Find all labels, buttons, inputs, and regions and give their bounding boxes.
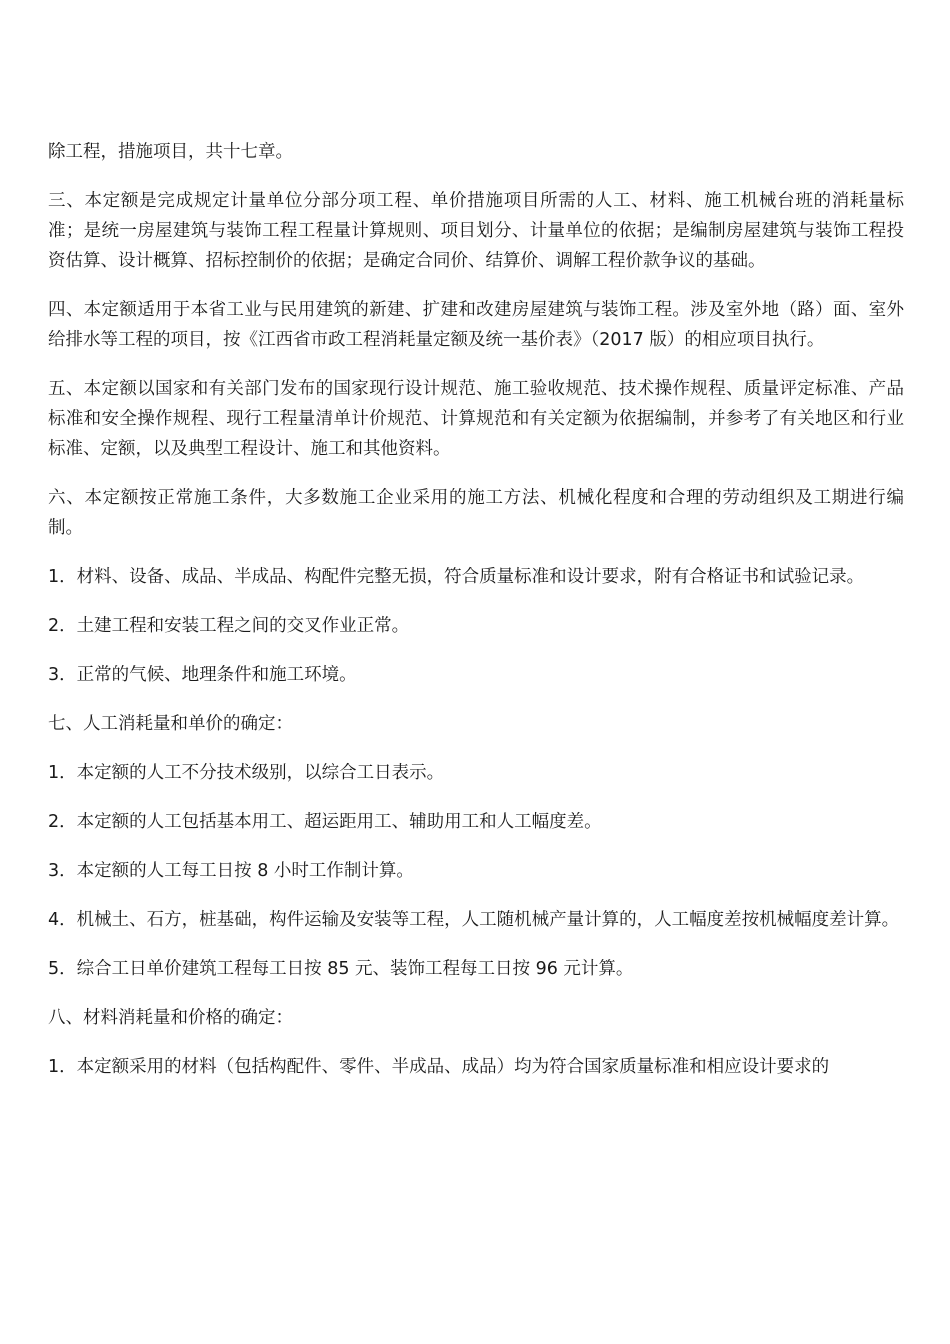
list-item-6-3: 3．正常的气候、地理条件和施工环境。	[48, 665, 357, 685]
list-item-6-1: 1．材料、设备、成品、半成品、构配件完整无损，符合质量标准和设计要求，附有合格证书和试验记录。	[48, 567, 865, 587]
list-item-7-5: 5．综合工日单价建筑工程每工日按 85 元、装饰工程每工日按 96 元计算。	[48, 959, 634, 979]
paragraph-section-3: 三、本定额是完成规定计量单位分部分项工程、单价措施项目所需的人工、材料、施工机械台班的消耗量标准；是统一房屋建筑与装饰工程工程量计算规则、项目划分、计量单位的依据；是编制房屋建筑与装饰工程投资估算、设计概算、招标控制价的依据；是确定合同价、结算价、调解工程价款争议的基础。	[48, 191, 904, 271]
paragraph-section-8: 八、材料消耗量和价格的确定：	[48, 1008, 293, 1028]
paragraph-section-4: 四、本定额适用于本省工业与民用建筑的新建、扩建和改建房屋建筑与装饰工程。涉及室外地（路）面、室外给排水等工程的项目，按《江西省市政工程消耗量定额及统一基价表》（2017 版）的相应项目执行。	[48, 300, 904, 350]
document-body	[48, 137, 904, 1101]
paragraph-section-7: 七、人工消耗量和单价的确定：	[48, 714, 293, 734]
list-item-8-1: 1．本定额采用的材料（包括构配件、零件、半成品、成品）均为符合国家质量标准和相应设计要求的	[48, 1057, 830, 1077]
paragraph-chapter-count: 除工程，措施项目，共十七章。	[48, 142, 293, 162]
list-item-7-2: 2．本定额的人工包括基本用工、超运距用工、辅助用工和人工幅度差。	[48, 812, 602, 832]
list-item-7-1: 1．本定额的人工不分技术级别，以综合工日表示。	[48, 763, 445, 783]
paragraph-section-6: 六、本定额按正常施工条件，大多数施工企业采用的施工方法、机械化程度和合理的劳动组织及工期进行编制。	[48, 488, 904, 538]
list-item-6-2: 2．土建工程和安装工程之间的交叉作业正常。	[48, 616, 410, 636]
list-item-7-3: 3．本定额的人工每工日按 8 小时工作制计算。	[48, 861, 414, 881]
list-item-7-4: 4．机械土、石方，桩基础，构件运输及安装等工程，人工随机械产量计算的，人工幅度差按机械幅度差计算。	[48, 910, 900, 930]
paragraph-section-5: 五、本定额以国家和有关部门发布的国家现行设计规范、施工验收规范、技术操作规程、质量评定标准、产品标准和安全操作规程、现行工程量清单计价规范、计算规范和有关定额为依据编制，并参考了有关地区和行业标准、定额，以及典型工程设计、施工和其他资料。	[48, 379, 904, 459]
